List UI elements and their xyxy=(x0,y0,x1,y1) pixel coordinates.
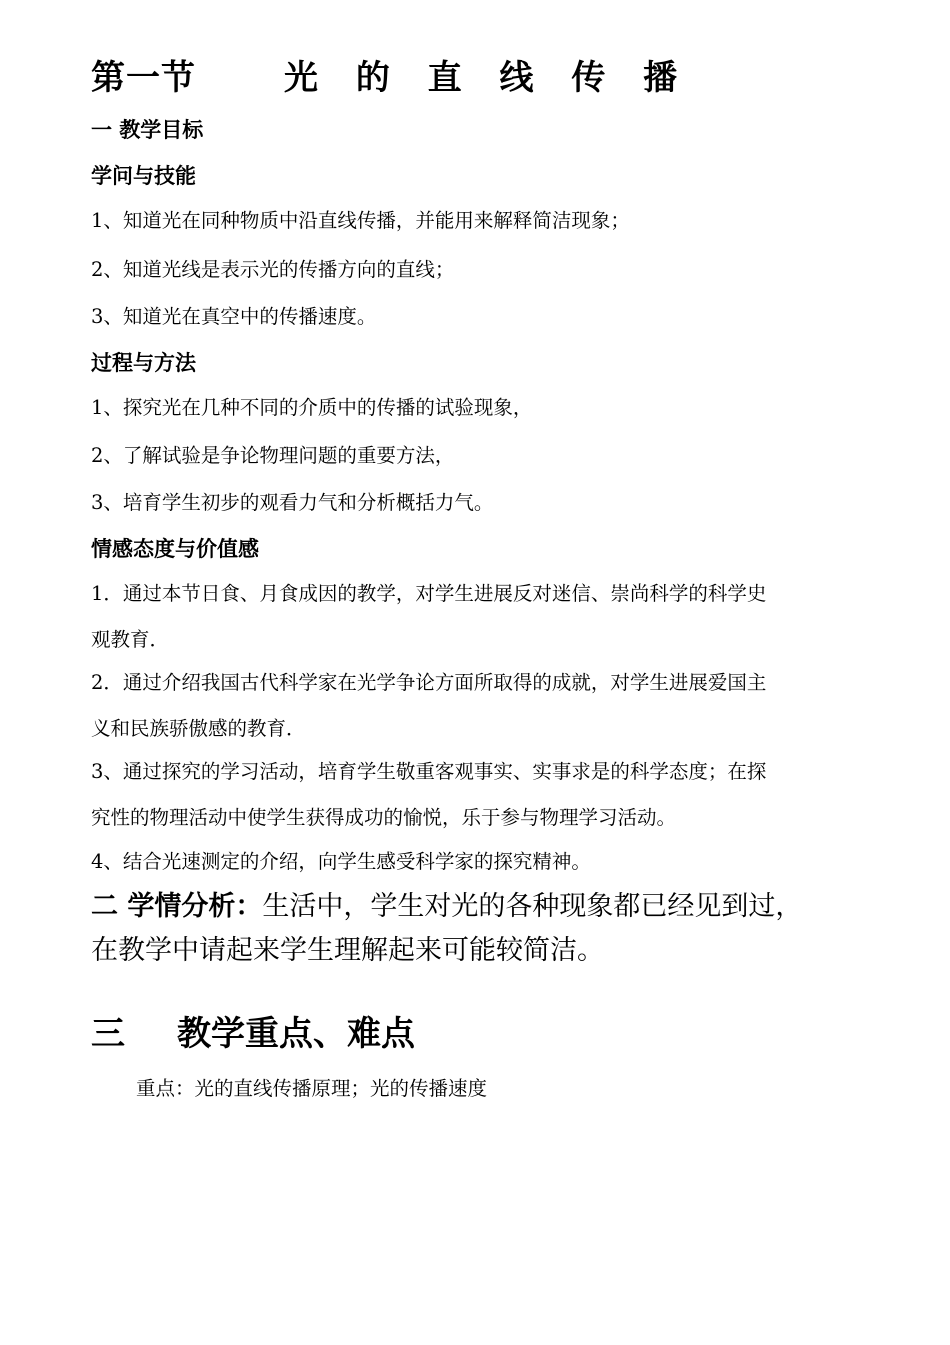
emotion-line-1: 1．通过本节日食、月食成因的教学，对学生进展反对迷信、崇尚科学的科学史 xyxy=(91,582,767,605)
emotion-line-4: 义和民族骄傲感的教育． xyxy=(91,717,306,740)
emotion-line-7: 4、结合光速测定的介绍，向学生感受科学家的探究精神。 xyxy=(91,850,591,873)
lesson-title xyxy=(91,50,690,99)
student-analysis-text-2: 在教学中请起来学生理解起来可能较简洁。 xyxy=(91,935,604,966)
section-three-number: 三 xyxy=(91,1014,125,1054)
process-item-2: 2、了解试验是争论物理问题的重要方法， xyxy=(91,444,455,467)
key-points-heading xyxy=(91,1006,415,1055)
lesson-name: 光 的 直 线 传 播 xyxy=(284,58,691,98)
emotion-line-2: 观教育． xyxy=(91,628,170,651)
emotion-line-6: 究性的物理活动中使学生获得成功的愉悦，乐于参与物理学习活动。 xyxy=(91,806,677,829)
knowledge-item-3: 3、知道光在真空中的传播速度。 xyxy=(91,305,377,328)
teaching-goals-heading: 一 教学目标 xyxy=(91,118,204,142)
knowledge-heading: 学问与技能 xyxy=(91,164,196,188)
emotion-line-5: 3、通过探究的学习活动，培育学生敬重客观事实、实事求是的科学态度；在探 xyxy=(91,760,767,783)
knowledge-item-1: 1、知道光在同种物质中沿直线传播，并能用来解释简洁现象； xyxy=(91,209,630,232)
process-heading: 过程与方法 xyxy=(91,351,196,375)
knowledge-item-2: 2、知道光线是表示光的传播方向的直线； xyxy=(91,258,455,281)
student-analysis-text-1: 生活中，学生对光的各种现象都已经见到过， xyxy=(262,891,803,922)
process-item-1: 1、探究光在几种不同的介质中的传播的试验现象， xyxy=(91,396,533,419)
emotion-line-3: 2．通过介绍我国古代科学家在光学争论方面所取得的成就，对学生进展爱国主 xyxy=(91,671,767,694)
key-points-text: 重点：光的直线传播原理；光的传播速度 xyxy=(136,1077,488,1100)
section-number: 第一节 xyxy=(91,58,196,98)
process-item-3: 3、培育学生初步的观看力气和分析概括力气。 xyxy=(91,491,494,514)
student-analysis-heading: 二 学情分析： xyxy=(91,891,263,922)
section-three-title: 教学重点、难点 xyxy=(177,1014,415,1054)
emotion-heading: 情感态度与价值感 xyxy=(91,537,259,561)
student-analysis-line-1 xyxy=(91,884,802,923)
